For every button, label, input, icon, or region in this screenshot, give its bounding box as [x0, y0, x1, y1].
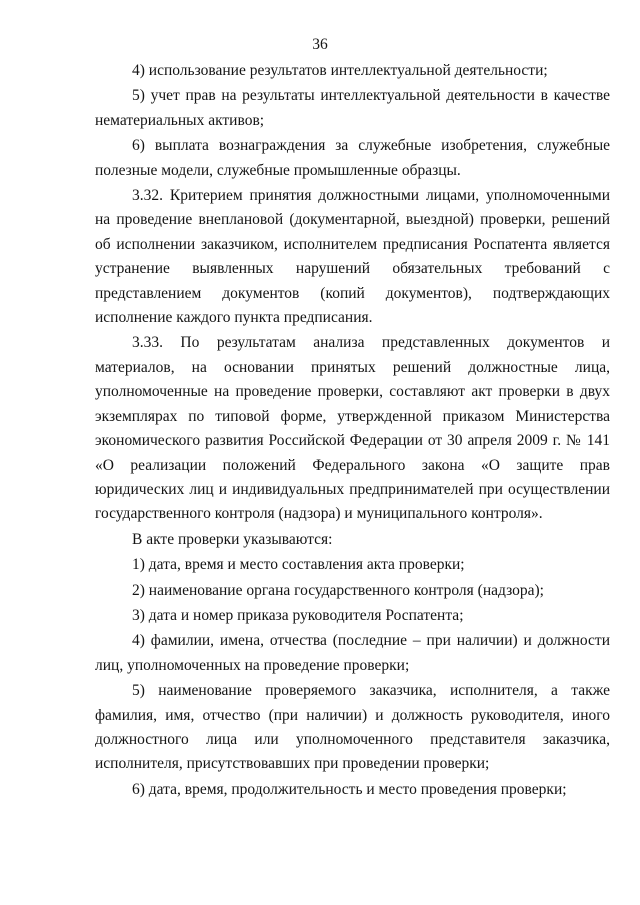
paragraph-3-32: 3.32. Критерием принятия должностными лицами, уполномоченными на проведение внеплановой (документарной, выездной) проверки, решений об исполнении заказчиком, исполнителем предписания Роспатента является устранение выявленных нарушений обязательных требований с представлением документов (копий документов), подтверждающих исполнение каждого пункта предписания.	[95, 187, 610, 327]
act-item-6: 6) дата, время, продолжительность и место проведения проверки;	[132, 780, 567, 798]
act-item-1: 1) дата, время и место составления акта проверки;	[132, 556, 465, 574]
page-number: 36	[312, 36, 328, 53]
act-item-5: 5) наименование проверяемого заказчика, исполнителя, а также фамилия, имя, отчество (при наличии) и должность руководителя, иного должностного лица или уполномоченного представителя заказчика, исполнителя, присутствовавших при проведении проверки;	[95, 682, 610, 773]
act-item-2: 2) наименование органа государственного контроля (надзора);	[132, 581, 544, 599]
act-item-4: 4) фамилии, имена, отчества (последние – при наличии) и должности лиц, уполномоченных на проведение проверки;	[95, 632, 610, 674]
act-item-3: 3) дата и номер приказа руководителя Роспатента;	[132, 606, 464, 624]
paragraph-act-intro: В акте проверки указываются:	[132, 530, 333, 548]
paragraph-item-5: 5) учет прав на результаты интеллектуальной деятельности в качестве нематериальных активов;	[95, 87, 610, 129]
document-body	[95, 59, 610, 802]
paragraph-3-33: 3.33. По результатам анализа представленных документов и материалов, на основании принятых решений должностные лица, уполномоченные на проведение проверки, составляют акт проверки в двух экземплярах по типовой форме, утвержденной приказом Министерства экономического развития Российской Федерации от 30 апреля 2009 г. № 141 «О реализации положений Федерального закона «О защите прав юридических лиц и индивидуальных предпринимателей при осуществлении государственного контроля (надзора) и муниципального контроля».	[95, 334, 610, 523]
paragraph-item-6: 6) выплата вознаграждения за служебные изобретения, служебные полезные модели, служебные промышленные образцы.	[95, 137, 610, 179]
paragraph-item-4: 4) использование результатов интеллектуальной деятельности;	[132, 62, 548, 79]
